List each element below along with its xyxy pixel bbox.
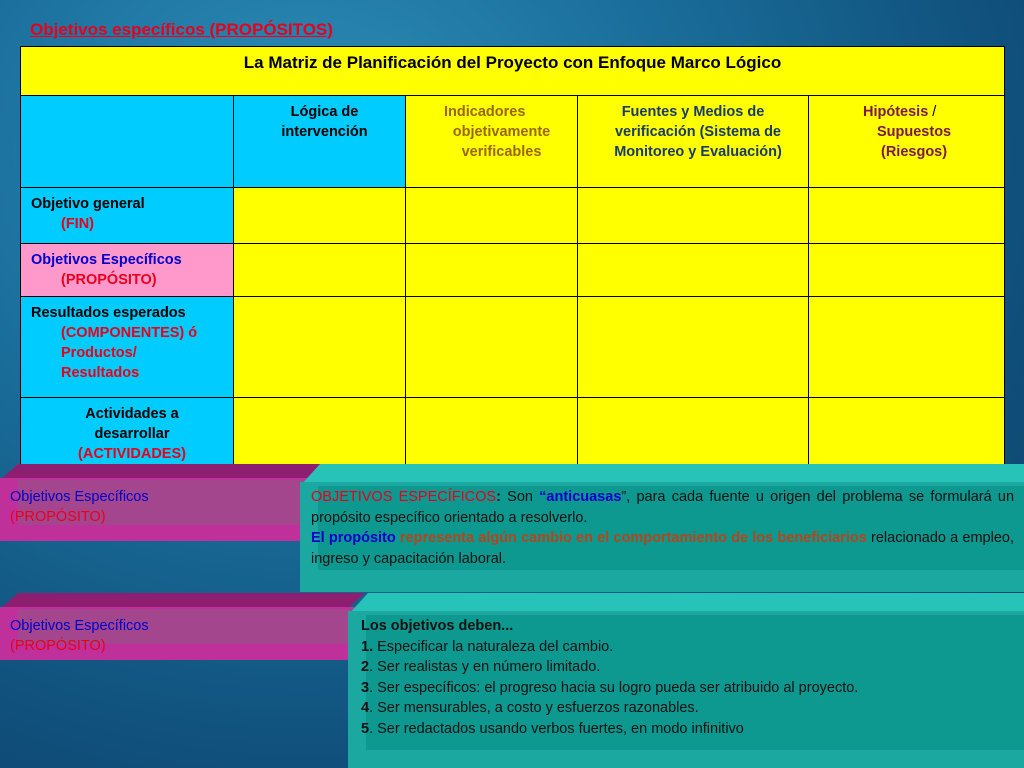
callout1-rest1: ”, para cada fuente u origen del problema se formulará un propósito específico orientado a resolverlo. bbox=[311, 489, 1015, 526]
row-fin-tag: (FIN) bbox=[61, 216, 95, 232]
list-item-num: 5 bbox=[361, 720, 370, 737]
cell bbox=[406, 297, 578, 398]
row-fin-label: Objetivo general bbox=[31, 196, 145, 212]
list-item-text: . Ser mensurables, a costo y esfuerzos razonables. bbox=[369, 700, 699, 716]
callout2-tab-label: Objetivos Específicos bbox=[10, 618, 149, 634]
cell bbox=[234, 297, 406, 398]
cell bbox=[578, 297, 809, 398]
header-logica bbox=[234, 96, 406, 188]
callout1-text bbox=[311, 487, 1014, 569]
callout1-colon: : bbox=[496, 489, 501, 505]
callout1-tab-text bbox=[10, 487, 149, 527]
list-item-num: 4 bbox=[361, 700, 370, 716]
list-item bbox=[361, 657, 1016, 678]
row-proposito-label: Objetivos Específicos bbox=[31, 252, 182, 268]
cell bbox=[809, 398, 1005, 471]
callout2-tab-tag: (PROPÓSITO) bbox=[10, 638, 106, 654]
cell bbox=[578, 398, 809, 471]
list-item bbox=[361, 698, 1016, 719]
matrix-title: La Matriz de Planificación del Proyecto con Enfoque Marco Lógico bbox=[21, 47, 1005, 96]
callout1-son: Son bbox=[500, 489, 540, 505]
header-fuentes-label: Fuentes y Medios de bbox=[621, 104, 765, 120]
list-item bbox=[361, 678, 1016, 699]
cell bbox=[406, 244, 578, 297]
slide-title: Objetivos específicos (PROPÓSITOS) bbox=[30, 20, 333, 39]
header-fuentes-sub: verificación (Sistema de Monitoreo y Evaluación) bbox=[614, 124, 782, 160]
row-fin bbox=[21, 188, 234, 244]
list-item-text: . Ser específicos: el progreso hacia su logro pueda ser atribuido al proyecto. bbox=[369, 679, 859, 696]
header-indicadores bbox=[406, 96, 578, 188]
list-item-num: 2 bbox=[361, 659, 370, 675]
header-supuestos-label: Supuestos bbox=[877, 124, 952, 140]
list-item bbox=[361, 719, 1016, 740]
header-hipotesis-label: Hipótesis bbox=[863, 104, 929, 120]
callout2-tab-text bbox=[10, 616, 149, 656]
list-item-text: . Ser redactados usando verbos fuertes, en modo infinitivo bbox=[369, 720, 744, 737]
logframe-matrix bbox=[20, 46, 1005, 471]
callout2-heading: Los objetivos deben... bbox=[361, 618, 514, 634]
header-hipotesis bbox=[809, 96, 1005, 188]
cell bbox=[234, 244, 406, 297]
row-componentes-tag: (COMPONENTES) ó Productos/ Resultados bbox=[61, 325, 198, 381]
cell bbox=[406, 188, 578, 244]
callout1-rest2: relacionado a empleo, ingreso y capacitación laboral. bbox=[311, 530, 1014, 567]
list-item-num: 1. bbox=[361, 638, 374, 655]
callout1-represents: representa algún cambio en el comportamiento de los beneficiarios bbox=[395, 530, 867, 546]
cell bbox=[809, 297, 1005, 398]
cell bbox=[809, 244, 1005, 297]
cell bbox=[234, 188, 406, 244]
callout1-quote: “anticuasas bbox=[539, 489, 622, 505]
cell bbox=[234, 398, 406, 471]
callout1-tab-label: Objetivos Específicos bbox=[10, 489, 149, 505]
callout1-tab-tag: (PROPÓSITO) bbox=[10, 509, 106, 525]
header-fuentes bbox=[578, 96, 809, 188]
callout1-proposito: propósito bbox=[328, 530, 396, 546]
list-item bbox=[361, 637, 1016, 658]
row-componentes bbox=[21, 297, 234, 398]
list-item-text: Especificar la naturaleza del cambio. bbox=[373, 638, 614, 655]
header-riesgos-label: (Riesgos) bbox=[881, 144, 948, 160]
cell bbox=[406, 398, 578, 471]
cell bbox=[809, 188, 1005, 244]
callout1-el: El bbox=[311, 530, 329, 546]
row-componentes-label: Resultados esperados bbox=[31, 305, 186, 321]
header-indicadores-sub: objetivamente verificables bbox=[452, 124, 551, 160]
header-empty-cell bbox=[21, 96, 234, 188]
row-proposito-tag: (PROPÓSITO) bbox=[61, 272, 157, 288]
cell bbox=[578, 244, 809, 297]
list-item-text: . Ser realistas y en número limitado. bbox=[369, 659, 601, 675]
row-actividades bbox=[21, 398, 234, 471]
list-item-num: 3 bbox=[361, 679, 370, 696]
callout2-text bbox=[361, 616, 1016, 739]
header-indicadores-label: Indicadores bbox=[444, 104, 526, 120]
row-actividades-tag: (ACTIVIDADES) bbox=[78, 446, 186, 462]
row-actividades-label: Actividades a desarrollar bbox=[85, 406, 179, 442]
callout1-heading: OBJETIVOS ESPECÍFICOS bbox=[311, 489, 497, 505]
header-logica-label: Lógica de intervención bbox=[281, 104, 368, 140]
header-hipotesis-sep: / bbox=[928, 104, 937, 120]
row-proposito bbox=[21, 244, 234, 297]
cell bbox=[578, 188, 809, 244]
